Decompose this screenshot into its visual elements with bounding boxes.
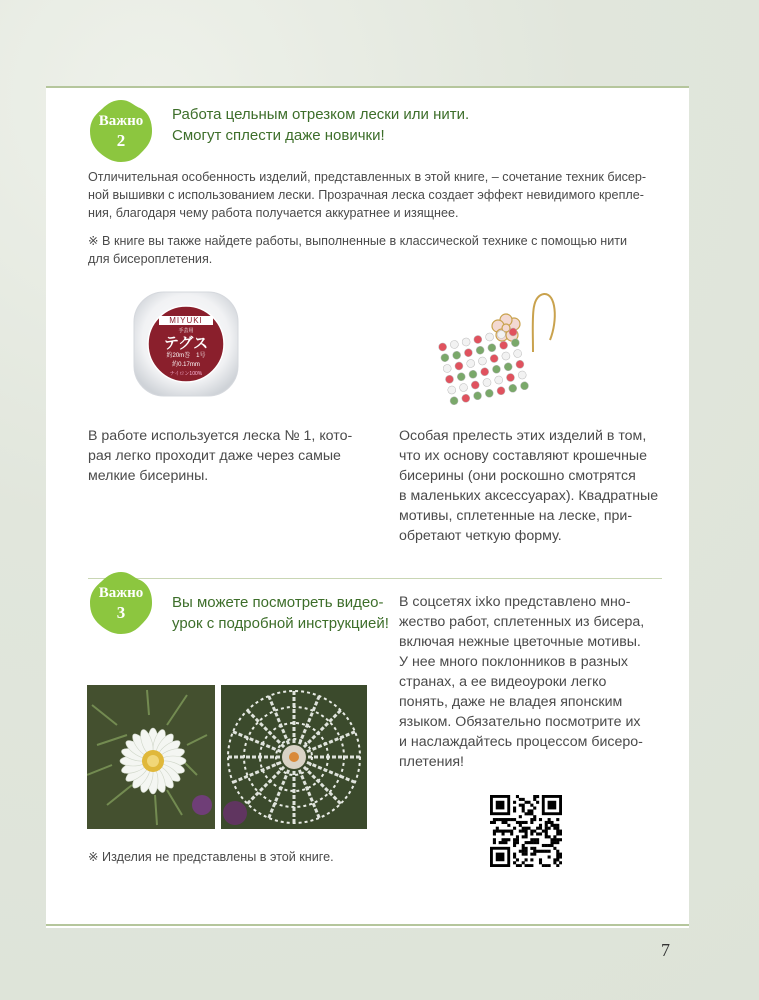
caption-line: мотивы, сплетенные на леске, при- [399, 508, 633, 524]
beaded-earring-image [438, 290, 563, 415]
bottom-rule [46, 924, 689, 926]
text-line: понять, даже не владея японским [399, 694, 623, 710]
text-line: и наслаждайтесь процессом бисеро- [399, 734, 643, 750]
note-line: ※ В книге вы также найдете работы, выполненные в классической технике с помощью нити [88, 234, 628, 248]
section2-heading [172, 104, 469, 146]
caption-line: рая легко проходит даже через самые [88, 448, 341, 464]
important-badge-2 [88, 98, 154, 164]
caption-line: бисерины (они роскошно смотрятся [399, 468, 636, 484]
qr-code[interactable] [490, 795, 562, 867]
section2-paragraph [88, 168, 646, 222]
text-line: включая нежные цветочные мотивы. [399, 634, 641, 650]
text-line: странах, а ее видеоуроки легко [399, 674, 607, 690]
heading-line: урок с подробной инструкцией! [172, 615, 389, 632]
spool-length: 約20m巻 [166, 353, 191, 359]
heading-line: Вы можете посмотреть видео- [172, 594, 384, 611]
section3-heading [172, 592, 389, 634]
paragraph-line: ной вышивки с использованием лески. Прозрачная леска создает эффект невидимого крепле- [88, 188, 644, 202]
section-divider [88, 578, 662, 579]
caption-line: В работе используется леска № 1, кото- [88, 428, 353, 444]
text-line: жество работ, сплетенных из бисера, [399, 614, 645, 630]
spool-brand: MIYUKI [159, 316, 213, 325]
text-line: плетения! [399, 754, 464, 770]
caption-line: что их основу составляют крошечные [399, 448, 648, 464]
caption-line: Особая прелесть этих изделий в том, [399, 428, 647, 444]
top-rule [46, 86, 689, 88]
note-line: для бисероплетения. [88, 252, 213, 266]
badge-word: Важно [98, 585, 144, 601]
section3-text [399, 592, 644, 772]
badge-word: Важно [98, 113, 144, 129]
caption-line: мелкие бисерины. [88, 468, 209, 484]
spool-diameter: 約0.17mm [172, 362, 200, 368]
section2-note [88, 232, 627, 268]
spool-small-label: 手芸用 [178, 328, 194, 334]
qr-code-graphic [490, 795, 562, 867]
badge-number: 3 [116, 603, 126, 622]
text-line: У нее много поклонников в разных [399, 654, 629, 670]
beaded-doily-photo [221, 685, 367, 829]
heading-line: Работа цельным отрезком лески или нити. [172, 106, 470, 123]
text-line: В соцсетях ixko представлено мно- [399, 594, 631, 610]
caption-line: обретают четкую форму. [399, 528, 562, 544]
paragraph-line: ния, благодаря чему работа получается аккуратнее и изящнее. [88, 206, 459, 220]
heading-line: Смогут сплести даже новички! [172, 127, 385, 144]
spool-title: テグス [163, 335, 209, 352]
spool-size: 1号 [196, 353, 206, 359]
important-badge-3 [88, 570, 154, 636]
spool-material: ナイロン100% [169, 371, 203, 377]
caption-line: в маленьких аксессуарах). Квадратные [399, 488, 659, 504]
earring-caption [399, 426, 658, 546]
section3-note: ※ Изделия не представлены в этой книге. [88, 850, 334, 864]
fishing-line-spool-image [130, 288, 242, 400]
beaded-daisy-photo [87, 685, 215, 829]
page-number: 7 [661, 940, 670, 960]
badge-number: 2 [116, 131, 126, 150]
paragraph-line: Отличительная особенность изделий, представленных в этой книге, – сочетание техник бисер- [88, 170, 647, 184]
earring-illustration [438, 290, 563, 415]
text-line: языком. Обязательно посмотрите их [399, 714, 641, 730]
spool-caption [88, 426, 352, 486]
